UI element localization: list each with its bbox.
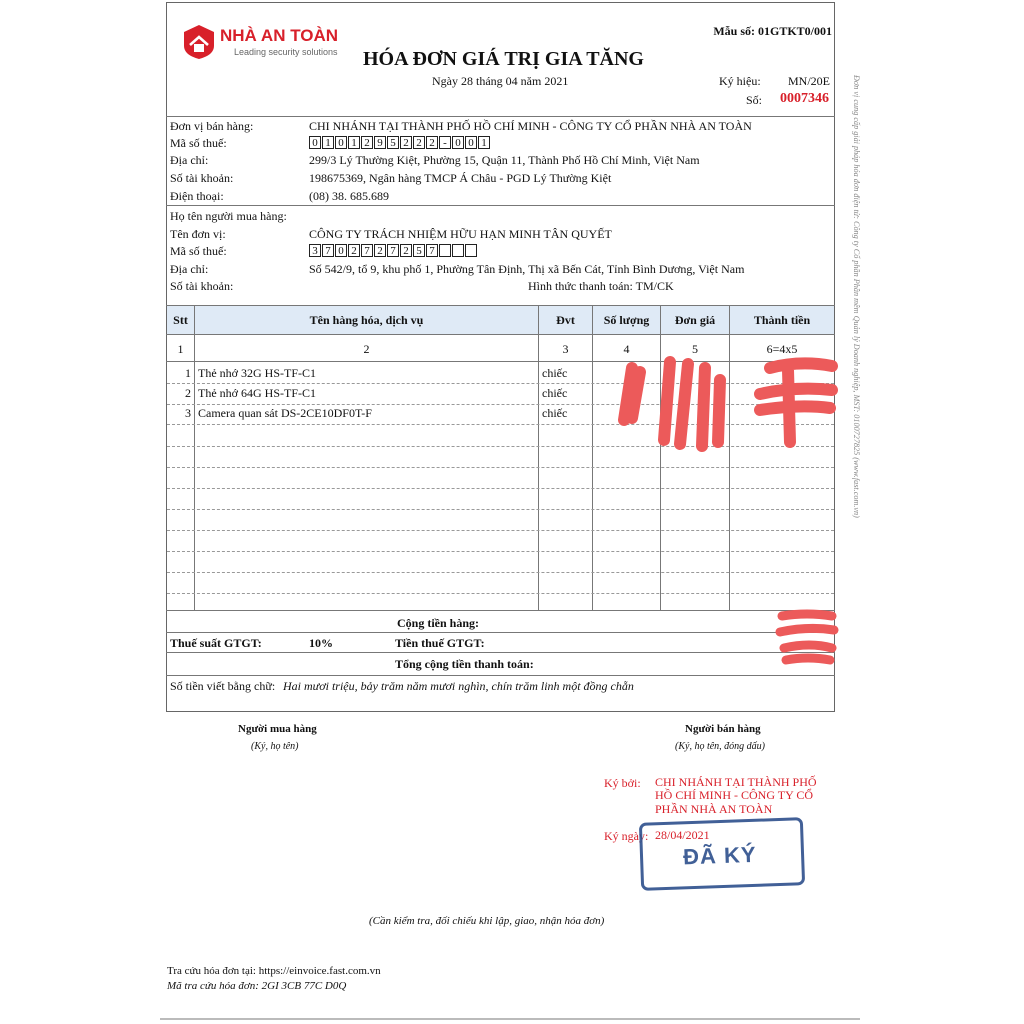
invoice-symbol: MN/20E: [788, 74, 830, 88]
lookup-label: Tra cứu hóa đơn tại:: [167, 965, 256, 977]
buyer-tax-label: Mã số thuế:: [170, 244, 227, 258]
seller-phone: (08) 38. 685.689: [309, 189, 389, 203]
buyer-tax-code: [309, 244, 478, 257]
seller-tax-digit: 9: [374, 136, 386, 149]
row-stt: 1: [185, 366, 191, 380]
buyer-tax-digit: 3: [309, 244, 321, 257]
row-unit: chiếc: [542, 366, 568, 380]
col-header-name: Tên hàng hóa, dịch vụ: [309, 313, 424, 327]
row-item-name: Thẻ nhớ 64G HS-TF-C1: [198, 386, 317, 400]
col-number-6: 6=4x5: [766, 342, 798, 356]
signed-by-line: HỒ CHÍ MINH - CÔNG TY CỔ: [655, 788, 813, 802]
seller-tax-digit: 5: [387, 136, 399, 149]
seller-account-label: Số tài khoản:: [170, 171, 234, 185]
check-note: (Cần kiểm tra, đối chiếu khi lập, giao, nhận hóa đơn): [369, 915, 605, 927]
signed-by-line: CHI NHÁNH TẠI THÀNH PHỐ: [655, 775, 817, 789]
signed-stamp: [639, 817, 805, 891]
buyer-tax-digit: [465, 244, 477, 257]
col-number-2: 2: [363, 342, 370, 356]
col-number-1: 1: [177, 342, 184, 356]
row-unit: chiếc: [542, 406, 568, 420]
seller-tax-digit: 0: [335, 136, 347, 149]
buyer-tax-digit: 2: [374, 244, 386, 257]
lookup-code-label: Mã tra cứu hóa đơn:: [167, 980, 259, 992]
buyer-account-label: Số tài khoản:: [170, 279, 234, 293]
signed-date: 28/04/2021: [655, 828, 710, 842]
seller-tax-digit: 2: [400, 136, 412, 149]
col-number-3: 3: [562, 342, 569, 356]
amount-in-words: Hai mươi triệu, bảy trăm năm mươi nghìn, chín trăm linh một đồng chẵn: [283, 679, 634, 693]
seller-tax-label: Mã số thuế:: [170, 136, 227, 150]
payment-method-value: TM/CK: [635, 279, 674, 293]
invoice-date: Ngày 28 tháng 04 năm 2021: [432, 74, 569, 88]
grand-total-label: Tổng cộng tiền thanh toán:: [395, 657, 534, 671]
col-header-price: Đơn giá: [674, 313, 716, 327]
seller-tax-digit: 2: [361, 136, 373, 149]
redaction-scribble: [772, 608, 842, 668]
col-number-5: 5: [692, 342, 698, 356]
row-stt: 2: [185, 386, 191, 400]
seller-phone-label: Điện thoại:: [170, 189, 224, 203]
row-stt: 3: [185, 406, 191, 420]
row-unit: chiếc: [542, 386, 568, 400]
row-item-name: Thẻ nhớ 32G HS-TF-C1: [198, 366, 317, 380]
payment-method: [528, 279, 674, 294]
seller-tax-digit: -: [439, 136, 451, 149]
redaction-scribble: [610, 350, 850, 460]
col-header-amount: Thành tiền: [753, 313, 811, 327]
logo-brand: NHÀ AN TOÀN: [220, 26, 339, 45]
lookup-code-line: [167, 980, 346, 992]
vat-amount-label: Tiền thuế GTGT:: [395, 636, 485, 650]
provider-side-text: Đơn vị cung cấp giải pháp hóa đơn điện tử: Công ty Cổ phần Phần mềm Quản lý Doanh nghiệp, MST: 0100727825 (www.fast.com.vn): [852, 75, 861, 518]
buyer-address: Số 542/9, tổ 9, khu phố 1, Phường Tân Định, Thị xã Bến Cát, Tỉnh Bình Dương, Việt Nam: [309, 262, 745, 276]
form-number: [713, 24, 832, 39]
seller-tax-digit: 0: [452, 136, 464, 149]
seller-tax-digit: 1: [322, 136, 334, 149]
signed-by-label: Ký bởi:: [604, 776, 641, 790]
invoice-title: HÓA ĐƠN GIÁ TRỊ GIA TĂNG: [363, 48, 644, 70]
buyer-tax-digit: 5: [413, 244, 425, 257]
seller-signature-hint: (Ký, họ tên, đóng dấu): [675, 741, 765, 752]
seller-tax-digit: 1: [348, 136, 360, 149]
signed-by-line: PHẦN NHÀ AN TOÀN: [655, 802, 773, 816]
col-header-stt: Stt: [173, 313, 188, 327]
payment-method-label: Hình thức thanh toán:: [528, 279, 633, 293]
buyer-tax-digit: 2: [400, 244, 412, 257]
seller-account: 198675369, Ngân hàng TMCP Á Châu - PGD Lý Thường Kiệt: [309, 171, 612, 185]
logo-tagline: Leading security solutions: [234, 47, 338, 57]
buyer-tax-digit: 7: [361, 244, 373, 257]
lookup-line: [167, 965, 381, 977]
buyer-tax-digit: [452, 244, 464, 257]
amount-in-words-label: Số tiền viết bằng chữ:: [170, 679, 276, 693]
form-number-label: Mẫu số:: [713, 24, 755, 38]
buyer-name-label: Họ tên người mua hàng:: [170, 209, 287, 223]
buyer-tax-digit: 7: [322, 244, 334, 257]
buyer-unit-label: Tên đơn vị:: [170, 227, 226, 241]
buyer-tax-digit: 2: [348, 244, 360, 257]
buyer-unit: CÔNG TY TRÁCH NHIỆM HỮU HẠN MINH TÂN QUYẾT: [309, 227, 612, 241]
seller-address-label: Địa chỉ:: [170, 153, 209, 167]
seller-tax-code: [309, 136, 491, 149]
house-shield-icon: [182, 24, 216, 60]
seller-tax-digit: 2: [426, 136, 438, 149]
seller-tax-digit: 2: [413, 136, 425, 149]
buyer-tax-digit: 0: [335, 244, 347, 257]
col-header-quantity: Số lượng: [603, 313, 650, 327]
invoice-number: 0007346: [780, 91, 829, 106]
invoice-number-label: Số:: [746, 93, 763, 107]
lookup-code: 2GI 3CB 77C D0Q: [261, 980, 347, 992]
seller-tax-digit: 1: [478, 136, 490, 149]
seller-unit: CHI NHÁNH TẠI THÀNH PHỐ HỒ CHÍ MINH - CÔNG TY CỔ PHẦN NHÀ AN TOÀN: [309, 119, 752, 133]
invoice-symbol-label: Ký hiệu:: [719, 74, 761, 88]
lookup-url[interactable]: https://einvoice.fast.com.vn: [258, 965, 381, 977]
buyer-address-label: Địa chỉ:: [170, 262, 209, 276]
vat-rate: 10%: [309, 636, 333, 650]
seller-tax-digit: 0: [465, 136, 477, 149]
signed-date-label: Ký ngày:: [604, 829, 649, 843]
buyer-tax-digit: 7: [387, 244, 399, 257]
seller-signature-title: Người bán hàng: [685, 723, 761, 735]
seller-unit-label: Đơn vị bán hàng:: [170, 119, 254, 133]
buyer-signature-title: Người mua hàng: [238, 723, 317, 735]
subtotal-label: Cộng tiền hàng:: [397, 616, 480, 630]
seller-address: 299/3 Lý Thường Kiệt, Phường 15, Quận 11, Thành Phố Hồ Chí Minh, Việt Nam: [309, 153, 700, 167]
stamp-text: ĐÃ KÝ: [682, 841, 757, 870]
col-number-4: 4: [623, 342, 630, 356]
company-logo: [182, 24, 357, 60]
buyer-signature-hint: (Ký, họ tên): [251, 741, 299, 752]
buyer-tax-digit: [439, 244, 451, 257]
row-item-name: Camera quan sát DS-2CE10DF0T-F: [198, 406, 372, 420]
buyer-tax-digit: 7: [426, 244, 438, 257]
seller-tax-digit: 0: [309, 136, 321, 149]
vat-rate-label: Thuế suất GTGT:: [170, 636, 262, 650]
form-number-value: 01GTKT0/001: [757, 24, 832, 38]
col-header-unit: Đvt: [556, 313, 575, 327]
